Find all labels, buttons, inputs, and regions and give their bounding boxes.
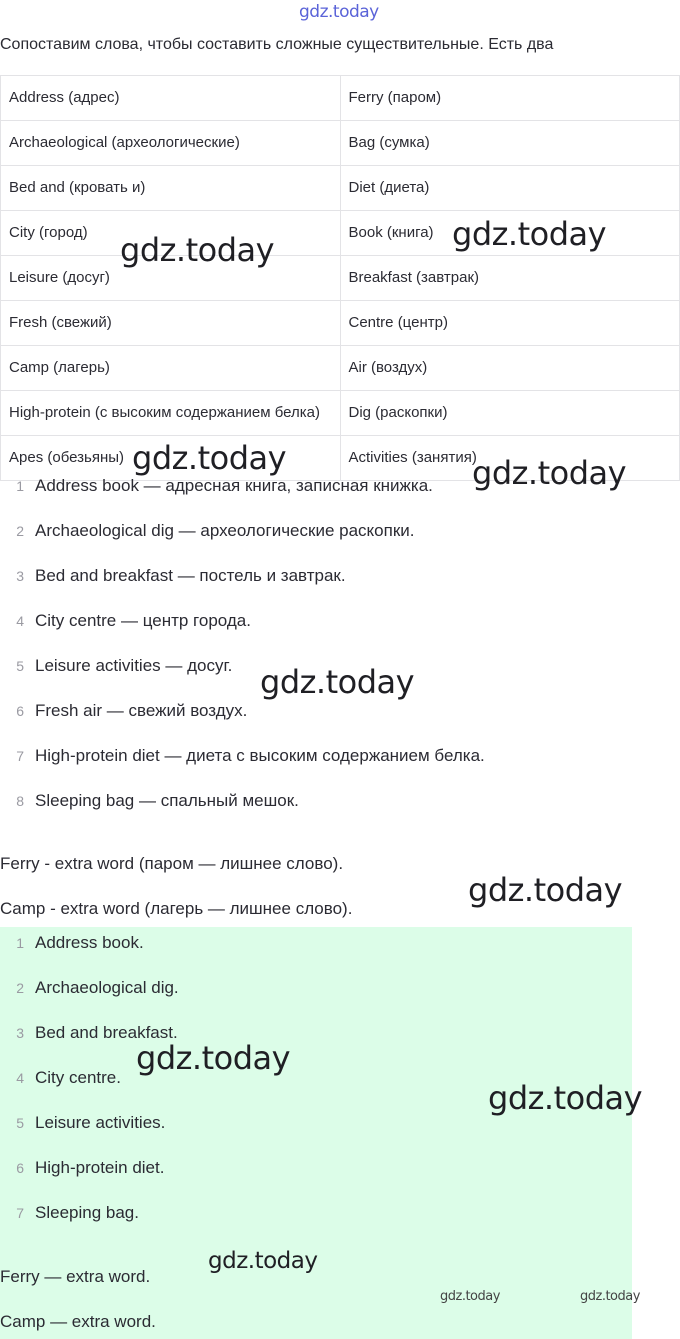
- table-row: [1, 301, 680, 346]
- extra-word-note-ferry: Ferry - extra word (паром — лишнее слово).: [0, 854, 344, 873]
- list-item-text: Archaeological dig.: [35, 978, 179, 997]
- list-item-number: 4: [16, 1070, 24, 1086]
- watermark: gdz.today: [132, 439, 287, 477]
- table-cell-right: Activities (занятия): [340, 436, 680, 481]
- list-item: [0, 700, 680, 745]
- list-item-number: 7: [16, 1205, 24, 1221]
- list-item-number: 8: [16, 793, 24, 809]
- table-cell-right: Ferry (паром): [340, 76, 680, 121]
- list-item: [0, 1202, 680, 1247]
- word-table: [0, 75, 680, 481]
- extra-word-note-camp: Camp - extra word (лагерь — лишнее слово).: [0, 899, 353, 918]
- watermark: gdz.today: [472, 454, 627, 492]
- watermark: gdz.today: [260, 663, 415, 701]
- list-item-number: 4: [16, 613, 24, 629]
- list-item: [0, 1157, 680, 1202]
- list-item: [0, 1112, 680, 1157]
- watermark: gdz.today: [440, 1289, 500, 1304]
- list-item-number: 1: [16, 935, 24, 951]
- list-item: [0, 610, 680, 655]
- watermark: gdz.today: [120, 231, 275, 269]
- table-cell-right: Book (книга): [340, 211, 680, 256]
- list-item: [0, 977, 680, 1022]
- list-item-number: 6: [16, 1160, 24, 1176]
- table-cell-left: Fresh (свежий): [1, 301, 341, 346]
- table-cell-left: Archaeological (археологические): [1, 121, 341, 166]
- short-note-camp: Camp — extra word.: [0, 1312, 156, 1331]
- table-cell-right: Air (воздух): [340, 346, 680, 391]
- table-cell-left: Apes (обезьяны): [1, 436, 341, 481]
- watermark: gdz.today: [468, 871, 623, 909]
- table-cell-left: High-protein (с высоким содержанием белка): [1, 391, 341, 436]
- table-cell-left: Address (адрес): [1, 76, 341, 121]
- list-item-text: Bed and breakfast.: [35, 1023, 178, 1042]
- short-note-ferry: Ferry — extra word.: [0, 1267, 151, 1286]
- list-item-number: 1: [16, 478, 24, 494]
- table-cell-right: Breakfast (завтрак): [340, 256, 680, 301]
- list-item: [0, 565, 680, 610]
- list-item-number: 2: [16, 980, 24, 996]
- list-item-text: Address book — адресная книга, записная книжка.: [35, 476, 433, 495]
- list-item-text: City centre — центр города.: [35, 611, 251, 630]
- table-row: [1, 166, 680, 211]
- watermark: gdz.today: [136, 1039, 291, 1077]
- list-item-number: 6: [16, 703, 24, 719]
- table-row: [1, 121, 680, 166]
- table-cell-right: Diet (диета): [340, 166, 680, 211]
- list-item: [0, 745, 680, 790]
- list-item-number: 3: [16, 1025, 24, 1041]
- intro-text: Сопоставим слова, чтобы составить сложные существительные. Есть два: [0, 36, 554, 53]
- list-item-number: 5: [16, 1115, 24, 1131]
- table-cell-left: Bed and (кровать и): [1, 166, 341, 211]
- table-row: [1, 256, 680, 301]
- list-item: [0, 790, 680, 835]
- table-cell-left: Camp (лагерь): [1, 346, 341, 391]
- watermark: gdz.today: [208, 1248, 318, 1274]
- list-item-number: 3: [16, 568, 24, 584]
- list-item-text: Leisure activities — досуг.: [35, 656, 233, 675]
- table-row: [1, 76, 680, 121]
- list-item-number: 2: [16, 523, 24, 539]
- table-row: [1, 346, 680, 391]
- list-item-text: City centre.: [35, 1068, 121, 1087]
- list-item-text: Archaeological dig — археологические раскопки.: [35, 521, 415, 540]
- watermark: gdz.today: [580, 1289, 640, 1304]
- list-item-number: 5: [16, 658, 24, 674]
- list-item-text: Address book.: [35, 933, 144, 952]
- list-item-text: High-protein diet.: [35, 1158, 165, 1177]
- table-cell-right: Bag (сумка): [340, 121, 680, 166]
- list-item: [0, 520, 680, 565]
- site-logo[interactable]: gdz.today: [299, 2, 379, 22]
- table-cell-right: Centre (центр): [340, 301, 680, 346]
- watermark: gdz.today: [452, 215, 607, 253]
- list-item: [0, 1022, 680, 1067]
- list-item-text: Fresh air — свежий воздух.: [35, 701, 248, 720]
- table-cell-left: City (город): [1, 211, 341, 256]
- answer-list-translated: [0, 475, 680, 835]
- table-cell-right: Dig (раскопки): [340, 391, 680, 436]
- list-item-text: Leisure activities.: [35, 1113, 166, 1132]
- watermark: gdz.today: [488, 1079, 643, 1117]
- list-item-text: High-protein diet — диета с высоким содержанием белка.: [35, 746, 485, 765]
- table-row: [1, 391, 680, 436]
- list-item-text: Sleeping bag — спальный мешок.: [35, 791, 299, 810]
- table-cell-left: Leisure (досуг): [1, 256, 341, 301]
- list-item-text: Bed and breakfast — постель и завтрак.: [35, 566, 346, 585]
- list-item-number: 7: [16, 748, 24, 764]
- list-item: [0, 932, 680, 977]
- list-item-text: Sleeping bag.: [35, 1203, 139, 1222]
